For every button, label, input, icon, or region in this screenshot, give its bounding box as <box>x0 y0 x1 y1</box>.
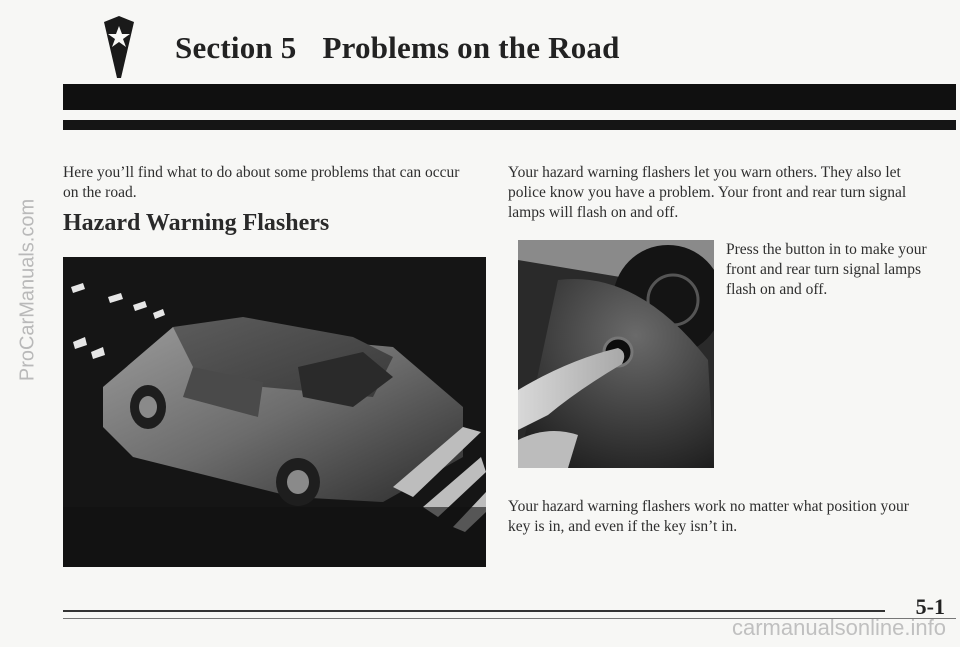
side-watermark: ProCarManuals.com <box>16 198 39 382</box>
header-bar-thin <box>63 120 956 130</box>
page-number: 5-1 <box>915 594 945 619</box>
flashers-description: Your hazard warning flashers let you warn others. They also let police know you have a problem. Your front and rear turn signal lamps will flash on and off. <box>508 164 907 221</box>
footer-rule <box>63 610 885 612</box>
intro-paragraph: Here you’ll find what to do about some problems that can occur on the road. <box>63 164 460 201</box>
header-bar <box>63 84 956 110</box>
flashers-note: Your hazard warning flashers work no matter what position your key is in, and even if the key isn’t in. <box>508 498 909 535</box>
pontiac-arrowhead-icon <box>104 16 134 80</box>
section-number: Section 5 <box>175 30 297 65</box>
section-name: Problems on the Road <box>322 30 620 65</box>
section-title <box>175 30 620 66</box>
button-caption: Press the button in to make your front and rear turn signal lamps flash on and off. <box>726 241 927 298</box>
hazard-button-photo <box>518 240 714 468</box>
car-hazard-illustration <box>63 257 486 567</box>
subsection-heading: Hazard Warning Flashers <box>63 210 330 236</box>
bottom-watermark: carmanualsonline.info <box>731 615 946 640</box>
